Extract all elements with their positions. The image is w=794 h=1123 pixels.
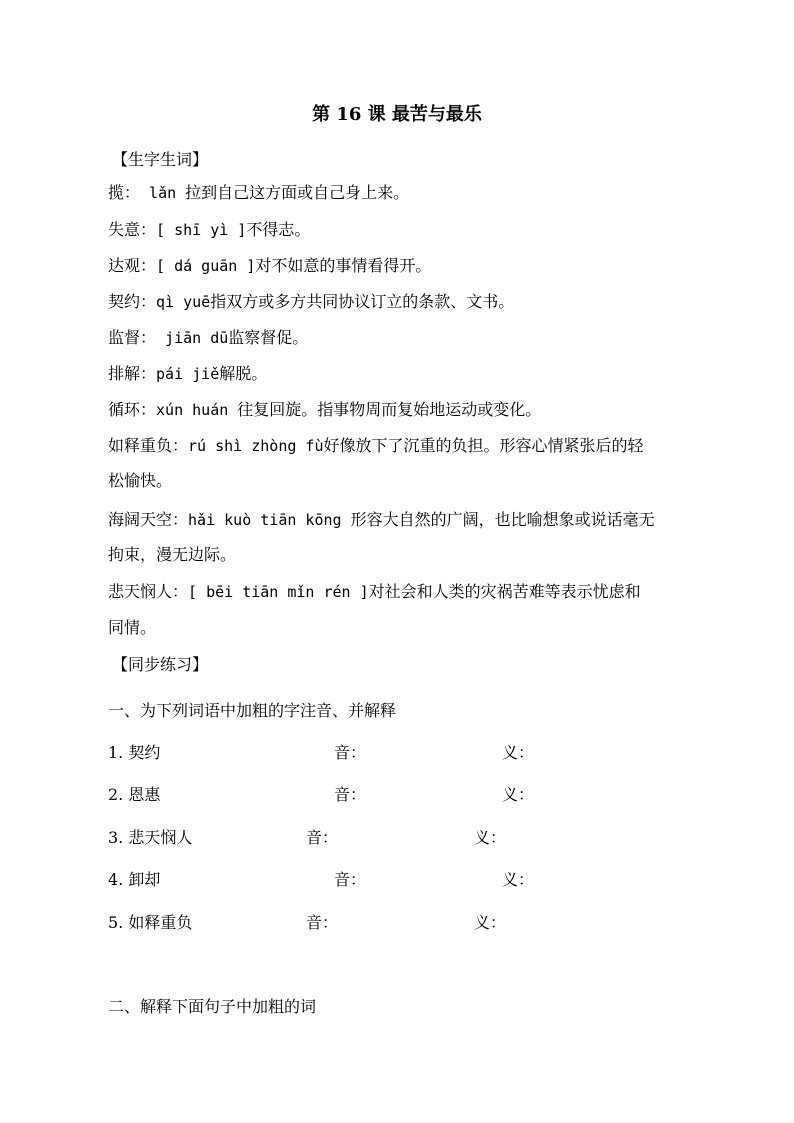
vocab-pinyin: rú shì zhòng fù (188, 437, 324, 455)
vocab-definition: 拉到自己这方面或自己身上来。 (185, 183, 410, 202)
vocab-definition: 监察督促。 (228, 328, 309, 347)
lesson-title: 第 16 课 最苦与最乐 (312, 104, 482, 125)
vocab-definition: 往复回旋。指事物周而复始地运动或变化。 (237, 400, 542, 419)
vocab-pinyin: xún huán (156, 401, 238, 419)
vocab-item (108, 181, 409, 205)
exercise-word: 卸却 (128, 870, 161, 889)
vocab-pinyin: [ dá guān ] (156, 257, 256, 275)
vocab-word: 监督： (108, 328, 157, 347)
exercise-number: 2. (108, 785, 124, 804)
vocab-item (108, 218, 310, 242)
vocab-pinyin: jiān dū (156, 329, 229, 347)
vocab-item (108, 580, 641, 604)
vocab-word: 海阔天空： (108, 510, 189, 529)
vocab-heading: 【生字生词】 (112, 150, 209, 169)
vocab-item (108, 508, 655, 532)
vocab-word: 失意： (108, 220, 157, 239)
exercise-number: 1. (108, 743, 124, 762)
sound-label: 音： (334, 743, 367, 762)
exercise-number: 5. (108, 913, 124, 932)
sound-label: 音： (306, 828, 339, 847)
vocab-pinyin: lǎn (140, 184, 186, 202)
vocab-definition: 对不如意的事情看得开。 (255, 256, 432, 275)
exercise-word: 契约 (128, 743, 161, 762)
vocab-definition-continued: 同情。 (108, 618, 157, 637)
vocab-item (108, 362, 267, 386)
vocab-definition: 对社会和人类的灾祸苦难等表示忧虑和 (368, 582, 641, 601)
vocab-item (108, 434, 644, 458)
vocab-word: 契约： (108, 292, 157, 311)
vocab-definition: 指双方或多方共同协议订立的条款、文书。 (210, 292, 515, 311)
vocab-word: 循环： (108, 400, 157, 419)
vocab-item (108, 326, 308, 350)
section1-title: 一、为下列词语中加粗的字注音、并解释 (108, 701, 397, 720)
sound-label: 音： (334, 785, 367, 804)
vocab-word: 排解： (108, 364, 157, 383)
vocab-definition: 解脱。 (219, 364, 268, 383)
vocab-pinyin: qì yuē (156, 293, 211, 311)
section2-title: 二、解释下面句子中加粗的词 (108, 997, 317, 1016)
vocab-word: 揽： (108, 183, 141, 202)
vocab-pinyin: [ bēi tiān mǐn rén ] (188, 583, 369, 601)
vocab-definition: 形容大自然的广阔，也比喻想象或说话毫无 (350, 510, 655, 529)
sound-label: 音： (334, 870, 367, 889)
vocab-definition: 好像放下了沉重的负担。形容心情紧张后的轻 (323, 436, 644, 455)
vocab-item (108, 290, 514, 314)
meaning-label: 义： (502, 743, 535, 762)
vocab-pinyin: hǎi kuò tiān kōng (188, 511, 351, 529)
vocab-pinyin: pái jiě (156, 365, 220, 383)
meaning-label: 义： (474, 913, 507, 932)
meaning-label: 义： (502, 785, 535, 804)
vocab-item (108, 398, 541, 422)
sound-label: 音： (306, 913, 339, 932)
exercise-number: 4. (108, 870, 124, 889)
exercise-word: 恩惠 (128, 785, 161, 804)
vocab-definition-continued: 拘束，漫无边际。 (108, 545, 237, 564)
meaning-label: 义： (502, 870, 535, 889)
vocab-word: 如释重负： (108, 436, 189, 455)
vocab-pinyin: [ shī yì ] (156, 221, 247, 239)
vocab-word: 达观： (108, 256, 157, 275)
vocab-definition-continued: 松愉快。 (108, 471, 173, 490)
vocab-item (108, 254, 431, 278)
meaning-label: 义： (474, 828, 507, 847)
practice-heading: 【同步练习】 (112, 655, 209, 674)
vocab-word: 悲天悯人： (108, 582, 189, 601)
vocab-definition: 不得志。 (246, 220, 311, 239)
exercise-number: 3. (108, 828, 124, 847)
exercise-word: 悲天悯人 (128, 828, 193, 847)
exercise-word: 如释重负 (128, 913, 193, 932)
